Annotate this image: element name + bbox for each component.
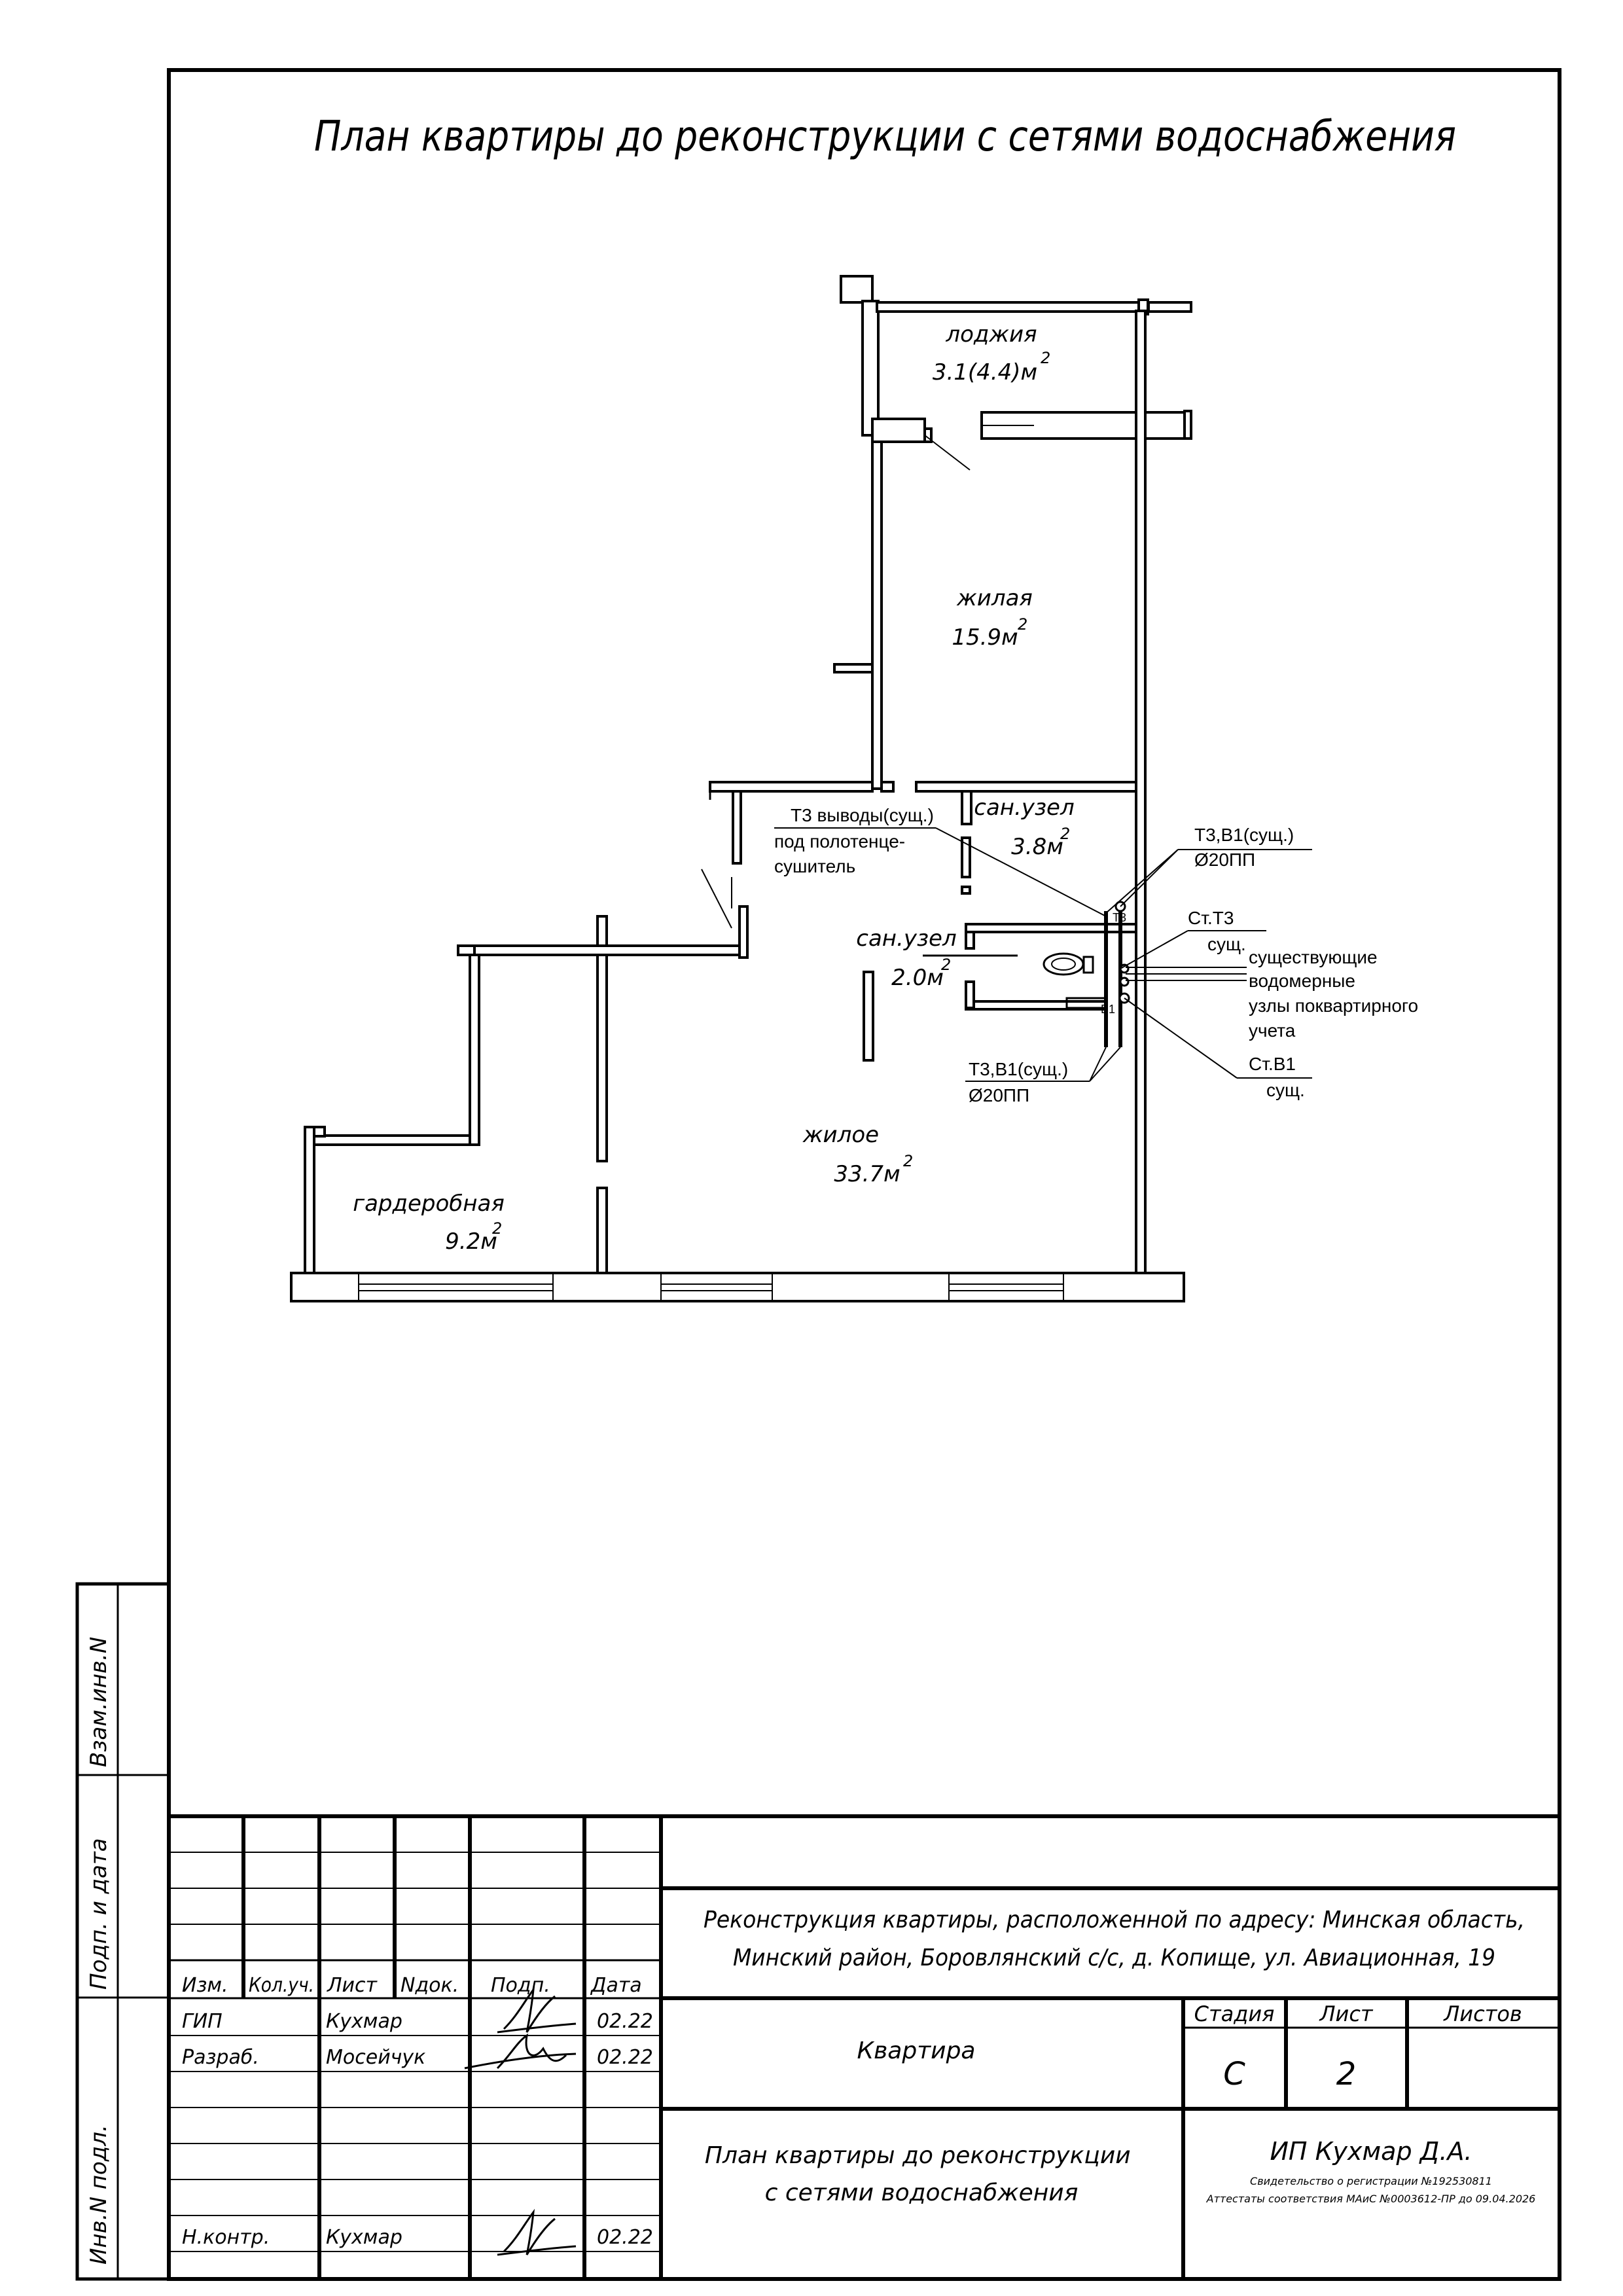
stage-value: С xyxy=(1223,2056,1245,2092)
toilet xyxy=(1044,954,1083,975)
stage-label: Стадия xyxy=(1194,2001,1275,2026)
sheet-label: Лист xyxy=(1319,2001,1373,2026)
svg-text:2: 2 xyxy=(941,956,952,974)
role-nkontr: Н.контр. xyxy=(182,2226,270,2249)
stamp-podp: Подп. и дата xyxy=(86,1838,112,1990)
right-wall xyxy=(1136,311,1145,1286)
room-name-bath-1: сан.узел xyxy=(974,795,1075,821)
room-area-living-2: 33.7м xyxy=(834,1161,901,1187)
col-ndok: Nдок. xyxy=(401,1974,459,1997)
svg-text:2: 2 xyxy=(1041,349,1051,367)
svg-text:2: 2 xyxy=(1060,825,1071,843)
note-meters: существующие водомерные узлы поквартирного учета xyxy=(1249,947,1419,1041)
signature-razrab xyxy=(465,2036,576,2068)
name-razrab: Мосейчук xyxy=(326,2046,426,2069)
col-izm: Изм. xyxy=(182,1974,228,1997)
room-name-wardrobe: гардеробная xyxy=(353,1191,505,1217)
svg-text:Т3: Т3 xyxy=(1113,911,1127,924)
room-area-living-1: 15.9м xyxy=(952,624,1018,651)
title-block xyxy=(169,1816,1560,2279)
note-t3b1-bottom: Т3,В1(сущ.) Ø20ПП xyxy=(969,1059,1069,1105)
water-pipes xyxy=(1101,902,1129,1047)
name-gip: Кухмар xyxy=(326,2010,402,2033)
loggia-column xyxy=(841,276,872,302)
project-name: Реконструкция квартиры, расположенной по адресу: Минская область, Минский район, Боровлянский с/с, д. Копище, ул. Авиационная, 19 xyxy=(704,1907,1525,1971)
note-t3-outputs: Т3 выводы(сущ.) под полотенце- сушитель xyxy=(774,805,934,876)
col-data: Дата xyxy=(591,1974,642,1997)
room-name-living-2: жилое xyxy=(802,1122,880,1148)
note-t3b1-top: Т3,В1(сущ.) Ø20ПП xyxy=(1194,825,1294,870)
side-stamp xyxy=(77,1584,169,2279)
svg-text:2: 2 xyxy=(492,1219,503,1238)
sheet-title: План квартиры до реконструкции с сетями водоснабжения xyxy=(704,2142,1131,2206)
stamp-inv: Инв.N подл. xyxy=(86,2125,112,2265)
room-name-bath-2: сан.узел xyxy=(856,925,957,952)
bottom-wall xyxy=(291,1273,1184,1301)
name-nkontr: Кухмар xyxy=(326,2226,402,2249)
svg-text:2: 2 xyxy=(1018,615,1028,634)
company-cert-1: Свидетельство о регистрации №192530811 xyxy=(1250,2175,1492,2187)
sheet-value: 2 xyxy=(1336,2056,1357,2092)
room-name-living-1: жилая xyxy=(957,585,1033,611)
stamp-vzam: Взам.инв.N xyxy=(86,1636,112,1767)
svg-text:В1: В1 xyxy=(1101,1003,1116,1016)
date-nkontr: 02.22 xyxy=(597,2226,653,2249)
room-name-loggia: лоджия xyxy=(946,321,1037,348)
object-name: Квартира xyxy=(857,2037,976,2064)
col-podp: Подп. xyxy=(491,1974,550,1997)
note-riser-t3: Ст.Т3 сущ. xyxy=(1188,908,1246,954)
date-razrab: 02.22 xyxy=(597,2046,653,2069)
company-name: ИП Кухмар Д.А. xyxy=(1270,2137,1472,2166)
svg-text:2: 2 xyxy=(903,1152,914,1170)
room-area-loggia: 3.1(4.4)м xyxy=(932,359,1038,386)
room-area-wardrobe: 9.2м xyxy=(445,1229,497,1255)
company-cert-2: Аттестаты соответствия МАиС №0003612-ПР до 09.04.2026 xyxy=(1206,2193,1536,2205)
role-gip: ГИП xyxy=(182,2010,223,2033)
note-riser-b1: Ст.В1 сущ. xyxy=(1249,1054,1305,1100)
col-koluch: Кол.уч. xyxy=(249,1974,314,1997)
role-razrab: Разраб. xyxy=(182,2046,259,2069)
date-gip: 02.22 xyxy=(597,2010,653,2033)
signature-nkontr xyxy=(497,2212,576,2255)
sheets-label: Листов xyxy=(1444,2001,1522,2026)
room-area-bath-2: 2.0м xyxy=(891,965,944,991)
col-list: Лист xyxy=(327,1974,378,1997)
drawing-title: План квартиры до реконструкции с сетями водоснабжения xyxy=(314,113,1456,161)
water-meter-b1 xyxy=(1120,978,1128,986)
room-area-bath-1: 3.8м xyxy=(1011,834,1063,860)
floor-plan xyxy=(291,276,1423,1301)
